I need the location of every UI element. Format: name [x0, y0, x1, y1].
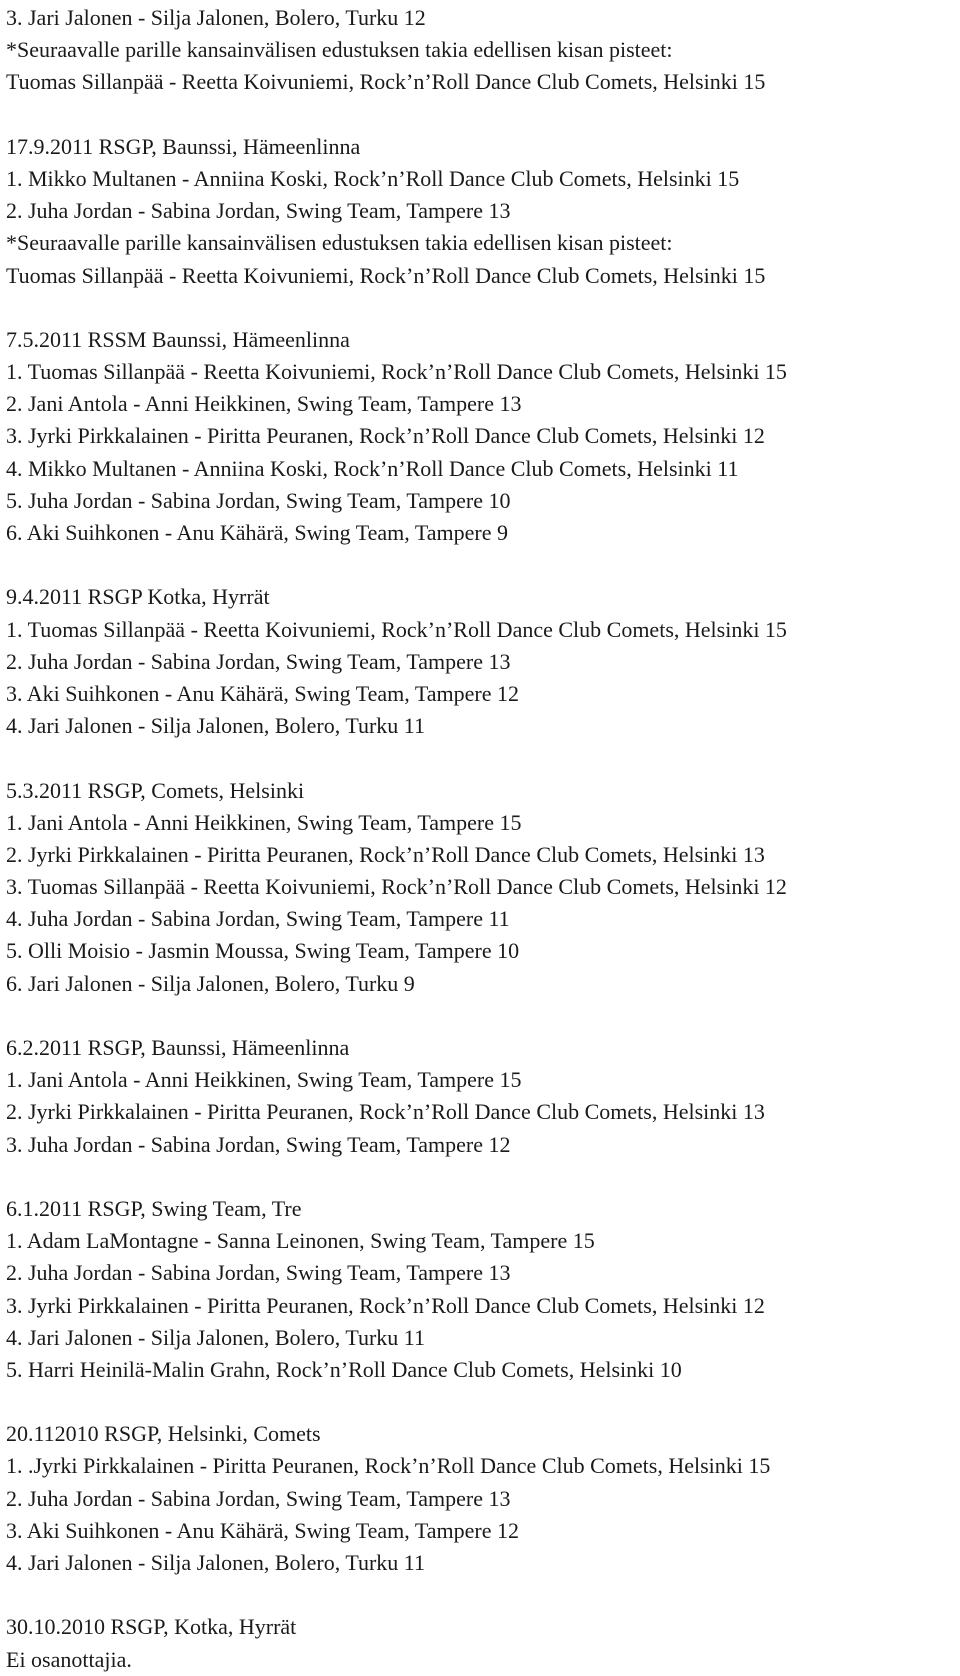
text-line: 5. Juha Jordan - Sabina Jordan, Swing Team, Tampere 10 — [6, 487, 511, 513]
text-line: 1. Tuomas Sillanpää - Reetta Koivuniemi, Rock’n’Roll Dance Club Comets, Helsinki 15 — [6, 359, 787, 385]
text-line: 4. Mikko Multanen - Anniina Koski, Rock’n’Roll Dance Club Comets, Helsinki 11 — [6, 455, 739, 481]
text-line: 6. Aki Suihkonen - Anu Kähärä, Swing Team, Tampere 9 — [6, 520, 509, 545]
text-line: 1. Jani Antola - Anni Heikkinen, Swing Team, Tampere 15 — [6, 809, 522, 835]
text-line: 2. Juha Jordan - Sabina Jordan, Swing Team, Tampere 13 — [6, 1260, 511, 1286]
text-line: 6. Jari Jalonen - Silja Jalonen, Bolero, Turku 9 — [6, 970, 415, 996]
text-line: 2. Juha Jordan - Sabina Jordan, Swing Team, Tampere 13 — [6, 1485, 511, 1511]
blank-line — [6, 742, 960, 774]
text-line: 1. Mikko Multanen - Anniina Koski, Rock’n’Roll Dance Club Comets, Helsinki 15 — [6, 165, 740, 191]
text-line: 6.2.2011 RSGP, Baunssi, Hämeenlinna — [6, 1035, 350, 1060]
text-line: 5. Olli Moisio - Jasmin Moussa, Swing Team, Tampere 10 — [6, 938, 520, 964]
text-line: 5.3.2011 RSGP, Comets, Helsinki — [6, 777, 305, 803]
text-line: 1. .Jyrki Pirkkalainen - Piritta Peuranen, Rock’n’Roll Dance Club Comets, Helsinki 15 — [6, 1453, 771, 1479]
text-line: Ei osanottajia. — [6, 1646, 132, 1672]
text-line: 3. Jyrki Pirkkalainen - Piritta Peuranen, Rock’n’Roll Dance Club Comets, Helsinki 12 — [6, 1292, 765, 1318]
blank-line — [6, 292, 960, 324]
text-line: Tuomas Sillanpää - Reetta Koivuniemi, Rock’n’Roll Dance Club Comets, Helsinki 15 — [6, 69, 766, 95]
text-line: 5. Harri Heinilä-Malin Grahn, Rock’n’Roll Dance Club Comets, Helsinki 10 — [6, 1356, 682, 1382]
text-line: 4. Juha Jordan - Sabina Jordan, Swing Team, Tampere 11 — [6, 906, 510, 932]
text-line: 2. Jyrki Pirkkalainen - Piritta Peuranen, Rock’n’Roll Dance Club Comets, Helsinki 13 — [6, 1099, 765, 1125]
text-line: 3. Aki Suihkonen - Anu Kähärä, Swing Team, Tampere 12 — [6, 680, 520, 706]
text-line: 2. Jyrki Pirkkalainen - Piritta Peuranen, Rock’n’Roll Dance Club Comets, Helsinki 13 — [6, 841, 765, 867]
text-line: 1. Tuomas Sillanpää - Reetta Koivuniemi, Rock’n’Roll Dance Club Comets, Helsinki 15 — [6, 616, 787, 642]
text-line: 4. Jari Jalonen - Silja Jalonen, Bolero, Turku 11 — [6, 1324, 425, 1350]
blank-line — [6, 99, 960, 131]
text-line: *Seuraavalle parille kansainvälisen edustuksen takia edellisen kisan pisteet: — [6, 37, 673, 63]
text-line: 9.4.2011 RSGP Kotka, Hyrrät — [6, 584, 270, 610]
text-line: 3. Tuomas Sillanpää - Reetta Koivuniemi, Rock’n’Roll Dance Club Comets, Helsinki 12 — [6, 874, 787, 900]
text-line: 3. Jyrki Pirkkalainen - Piritta Peuranen, Rock’n’Roll Dance Club Comets, Helsinki 12 — [6, 423, 765, 449]
text-line: 4. Jari Jalonen - Silja Jalonen, Bolero, Turku 11 — [6, 1550, 425, 1575]
blank-line — [6, 1579, 960, 1611]
text-line: 2. Juha Jordan - Sabina Jordan, Swing Team, Tampere 13 — [6, 198, 511, 224]
text-line: 17.9.2011 RSGP, Baunssi, Hämeenlinna — [6, 133, 361, 159]
text-line: 2. Jani Antola - Anni Heikkinen, Swing Team, Tampere 13 — [6, 391, 522, 417]
text-line: 7.5.2011 RSSM Baunssi, Hämeenlinna — [6, 326, 350, 352]
text-line: 4. Jari Jalonen - Silja Jalonen, Bolero, Turku 11 — [6, 713, 425, 739]
blank-line — [6, 549, 960, 581]
blank-line — [6, 1386, 960, 1418]
blank-line — [6, 1000, 960, 1032]
text-line: 3. Juha Jordan - Sabina Jordan, Swing Team, Tampere 12 — [6, 1131, 511, 1157]
text-line: 3. Aki Suihkonen - Anu Kähärä, Swing Team, Tampere 12 — [6, 1517, 520, 1543]
text-line: *Seuraavalle parille kansainvälisen edustuksen takia edellisen kisan pisteet: — [6, 230, 673, 256]
text-line: Tuomas Sillanpää - Reetta Koivuniemi, Rock’n’Roll Dance Club Comets, Helsinki 15 — [6, 262, 766, 288]
text-line: 20.112010 RSGP, Helsinki, Comets — [6, 1421, 321, 1447]
text-line: 2. Juha Jordan - Sabina Jordan, Swing Team, Tampere 13 — [6, 648, 511, 674]
text-line: 1. Adam LaMontagne - Sanna Leinonen, Swing Team, Tampere 15 — [6, 1228, 595, 1254]
blank-line — [6, 1161, 960, 1193]
text-line: 3. Jari Jalonen - Silja Jalonen, Bolero, Turku 12 — [6, 5, 426, 30]
text-line: 6.1.2011 RSGP, Swing Team, Tre — [6, 1195, 302, 1221]
text-line: 1. Jani Antola - Anni Heikkinen, Swing Team, Tampere 15 — [6, 1067, 522, 1093]
text-line: 30.10.2010 RSGP, Kotka, Hyrrät — [6, 1614, 297, 1640]
